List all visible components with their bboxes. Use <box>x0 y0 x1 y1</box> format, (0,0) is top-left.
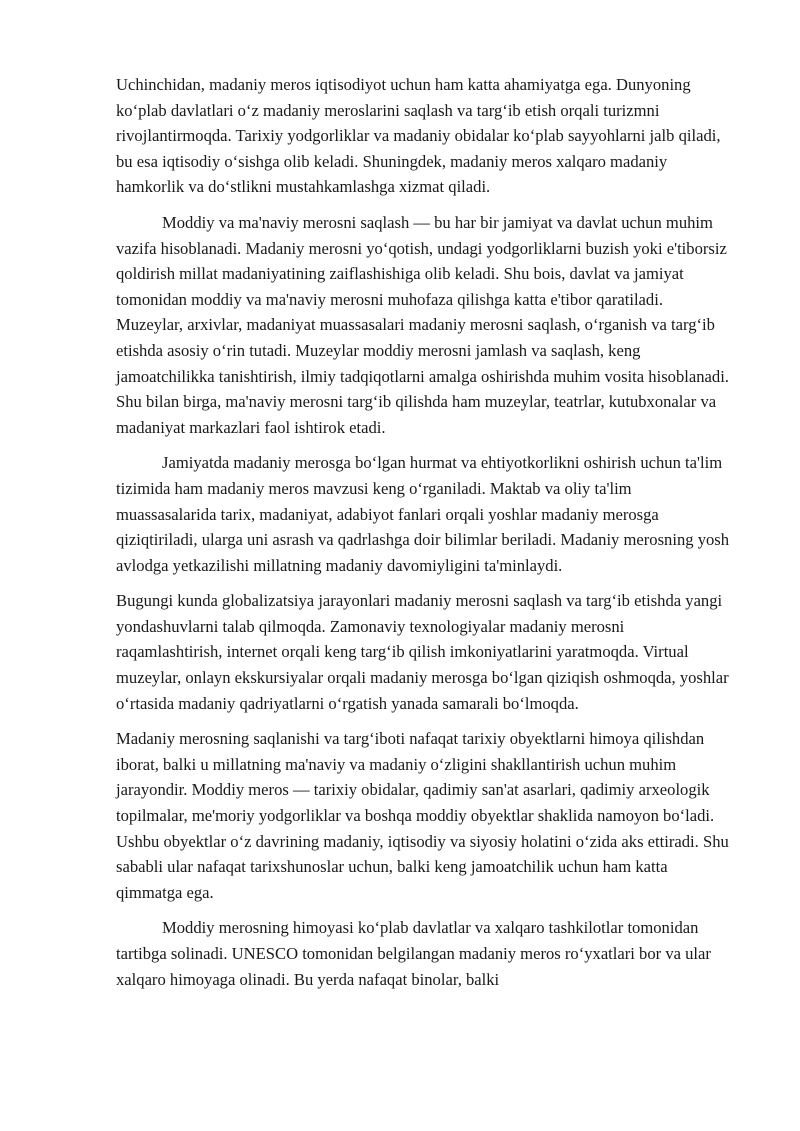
paragraph-education: Jamiyatda madaniy merosga boʻlgan hurmat va ehtiyotkorlikni oshirish uchun ta'lim tizimida ham madaniy meros mavzusi keng oʻrganiladi. Maktab va oliy ta'lim muassasalarida tarix, madaniyat, adabiyot fanlari orqali yoshlar madaniy merosga qiziqtiriladi, ularga uni asrash va qadrlashga doir bilimlar beriladi. Madaniy merosning yosh avlodga yetkazilishi millatning madaniy davomiyligini ta'minlaydi. <box>116 453 730 575</box>
paragraph-globalization: Bugungi kunda globalizatsiya jarayonlari madaniy merosni saqlash va targʻib etishda yangi yondashuvlarni talab qilmoqda. Zamonaviy texnologiyalar madaniy merosni raqamlashtirish, internet orqali keng targʻib qilish imkoniyatlarini yaratmoqda. Virtual muzeylar, onlayn ekskursiyalar orqali madaniy merosga boʻlgan qiziqish oshmoqda, yoshlar oʻrtasida madaniy qadriyatlarni oʻrgatish yanada samarali boʻlmoqda. <box>116 591 729 713</box>
paragraph-economy: Uchinchidan, madaniy meros iqtisodiyot uchun ham katta ahamiyatga ega. Dunyoning koʻplab davlatlari oʻz madaniy meroslarini saqlash va targʻib etish orqali turizmni rivojlantirmoqda. Tarixiy yodgorliklar va madaniy obidalar koʻplab sayyohlarni jalb qiladi, bu esa iqtisodiy oʻsishga olib keladi. Shuningdek, madaniy meros xalqaro madaniy hamkorlik va doʻstlikni mustahkamlashga xizmat qiladi. <box>116 75 721 197</box>
paragraph-unesco: Moddiy merosning himoyasi koʻplab davlatlar va xalqaro tashkilotlar tomonidan tartibga solinadi. UNESCO tomonidan belgilangan madaniy meros roʻyxatlari bor va ular xalqaro himoyaga olinadi. Bu yerda nafaqat binolar, balki <box>116 918 711 989</box>
document-page <box>116 72 732 1002</box>
paragraph-heritage-preservation: Moddiy va ma'naviy merosni saqlash — bu har bir jamiyat va davlat uchun muhim vazifa hisoblanadi. Madaniy merosni yoʻqotish, undagi yodgorliklarni buzish yoki e'tiborsiz qoldirish millat madaniyatining zaiflashishiga olib keladi. Shu bois, davlat va jamiyat tomonidan moddiy va ma'naviy merosni muhofaza qilishga katta e'tibor qaratiladi. Muzeylar, arxivlar, madaniyat muassasalari madaniy merosni saqlash, oʻrganish va targʻib etishda asosiy oʻrin tutadi. Muzeylar moddiy merosni jamlash va saqlash, keng jamoatchilikka tanishtirish, ilmiy tadqiqotlarni amalga oshirishda muhim vosita hisoblanadi. Shu bilan birga, ma'naviy merosni targʻib qilishda ham muzeylar, teatrlar, kutubxonalar va madaniyat markazlari faol ishtirok etadi. <box>116 212 729 437</box>
paragraph-material-heritage: Madaniy merosning saqlanishi va targʻiboti nafaqat tarixiy obyektlarni himoya qilishdan iborat, balki u millatning ma'naviy va madaniy oʻzligini shakllantirish uchun muhim jarayondir. Moddiy meros — tarixiy obidalar, qadimiy san'at asarlari, qadimiy arxeologik topilmalar, me'moriy yodgorliklar va boshqa moddiy obyektlar shaklida namoyon boʻladi. Ushbu obyektlar oʻz davrining madaniy, iqtisodiy va siyosiy holatini oʻzida aks ettiradi. Shu sababli ular nafaqat tarixshunoslar uchun, balki keng jamoatchilik uchun ham katta qimmatga ega. <box>116 729 729 902</box>
